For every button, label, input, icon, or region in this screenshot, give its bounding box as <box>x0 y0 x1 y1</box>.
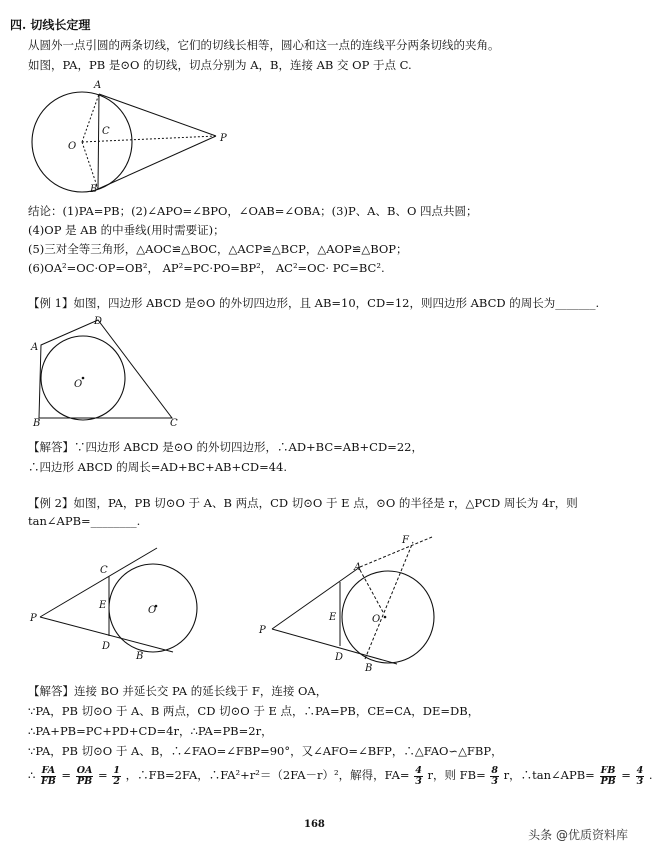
fraction-fa-fb: $\frac{FA}{FB}$ <box>40 764 56 787</box>
fig1-label-O: O <box>68 141 77 152</box>
ex1-quadrilateral <box>39 320 172 418</box>
fraction-4-3: $\frac{4}{3}$ <box>636 764 644 787</box>
ex2l-label-B: B <box>136 651 144 662</box>
watermark: 头条 @优质资料库 <box>528 828 628 842</box>
fig1-label-P: P <box>220 133 227 144</box>
example2-question-line2: tan∠APB=________. <box>28 514 141 528</box>
ex1-label-C: C <box>170 418 178 429</box>
ex2r-tangent-PA <box>272 567 360 629</box>
fig1-line-OB <box>82 142 98 189</box>
ex2r-label-A: A <box>354 562 362 573</box>
fig1-label-B: B <box>90 184 98 195</box>
ex2l-label-D: D <box>102 641 111 652</box>
conclusion-1: 结论：(1)PA=PB；(2)∠APO=∠BPO，∠OAB=∠OBA；(3)P、A、B、O 四点共圆； <box>28 204 478 218</box>
fraction-8-3: $\frac{8}{3}$ <box>491 764 498 787</box>
ex1-label-B: B <box>33 418 41 429</box>
ex2r-label-E: E <box>329 612 337 623</box>
conclusion-2: (4)OP 是 AB 的中垂线(用时需要证)； <box>28 223 225 237</box>
figure-example2-right <box>255 532 445 672</box>
fig1-tangent-PA <box>99 94 216 136</box>
ex2r-tangent-PA-ext <box>360 537 432 567</box>
fraction-4-3-fa: $\frac{4}{3}$ <box>415 764 422 787</box>
ex2r-circle <box>342 571 434 663</box>
section-title: 四. 切线长定理 <box>10 18 91 32</box>
ex2r-center-dot <box>384 616 387 619</box>
figure-intro: 如图，PA，PB 是⊙O 的切线，切点分别为 A，B，连接 AB 交 OP 于点 C. <box>28 58 412 72</box>
fig1-tangent-PB <box>98 136 216 189</box>
ex2l-label-O: O <box>148 605 157 616</box>
fraction-1-2: $\frac{1}{2}$ <box>113 764 120 787</box>
example2-solution-line4: ∵PA，PB 切⊙O 于 A、B，∴∠FAO=∠FBP=90°，又∠AFO=∠BFP，∴△FAO∽△FBP， <box>28 744 503 758</box>
example2-solution-line1: 【解答】连接 BO 并延长交 PA 的延长线于 F，连接 OA， <box>28 684 328 698</box>
figure-tangent-lines <box>20 72 240 197</box>
ex2r-line-OA <box>360 570 383 612</box>
ex1-label-A: A <box>31 342 39 353</box>
ex1-label-O: O <box>74 379 83 390</box>
example1-question: 【例 1】如图，四边形 ABCD 是⊙O 的外切四边形，且 AB=10，CD=12，则四边形 ABCD 的周长为_______. <box>28 296 600 310</box>
example2-final-line: ∴ $\frac{FA}{FB}$ = $\frac{OA}{PB}$ = $\frac{1}{2}$ ，∴FB=2FA，∴FA²+r²＝（2FA－r）²，解得，FA= $\frac{4}{3}$ r，则 FB= $\frac{8}{3}$ r，∴tan∠APB= $\frac{FB}{PB}$ = $\frac{4}{3}$ . <box>28 764 653 787</box>
example1-answer-line2: ∴四边形 ABCD 的周长=AD+BC+AB+CD=44. <box>28 460 288 474</box>
ex2r-label-B: B <box>365 663 373 674</box>
example1-answer-line1: 【解答】∵四边形 ABCD 是⊙O 的外切四边形，∴AD+BC=AB+CD=22， <box>28 440 423 454</box>
theorem-text: 从圆外一点引圆的两条切线，它们的切线长相等，圆心和这一点的连线平分两条切线的夹角。 <box>28 38 500 52</box>
ex2r-label-F: F <box>402 535 409 546</box>
ex2r-label-D: D <box>335 652 344 663</box>
fraction-fb-pb: $\frac{FB}{PB}$ <box>600 764 616 787</box>
ex2r-label-O: O <box>372 614 381 625</box>
ex2l-label-P: P <box>30 613 37 624</box>
therefore-symbol: ∴ <box>28 768 36 782</box>
figure-example2-left <box>25 535 205 670</box>
ex2r-label-P: P <box>259 625 266 636</box>
conclusion-3: (5)三对全等三角形，△AOC≌△BOC，△ACP≌△BCP，△AOP≌△BOP； <box>28 242 408 256</box>
example2-question-line1: 【例 2】如图，PA，PB 切⊙O 于 A、B 两点，CD 切⊙O 于 E 点，⊙O 的半径是 r，△PCD 周长为 4r，则 <box>28 496 578 510</box>
example2-solution-line3: ∴PA+PB=PC+PD+CD=4r，∴PA=PB=2r， <box>28 724 273 738</box>
page-number: 168 <box>304 819 325 830</box>
ex2l-label-C: C <box>100 565 108 576</box>
conclusion-4: (6)OA²=OC·OP=OB²， AP²=PC·PO=BP²， AC²=OC· PC=BC². <box>28 261 385 275</box>
fraction-oa-pb: $\frac{OA}{PB}$ <box>76 764 93 787</box>
ex2r-line-BF <box>365 542 413 659</box>
fig1-label-C: C <box>102 126 110 137</box>
figure-example1 <box>28 312 198 427</box>
ex2l-label-E: E <box>99 600 107 611</box>
fig1-line-OA <box>82 94 99 142</box>
example2-solution-line2: ∵PA，PB 切⊙O 于 A、B 两点，CD 切⊙O 于 E 点，∴PA=PB，CE=CA，DE=DB， <box>28 704 480 718</box>
ex1-label-D: D <box>94 316 103 327</box>
fig1-label-A: A <box>94 80 102 91</box>
